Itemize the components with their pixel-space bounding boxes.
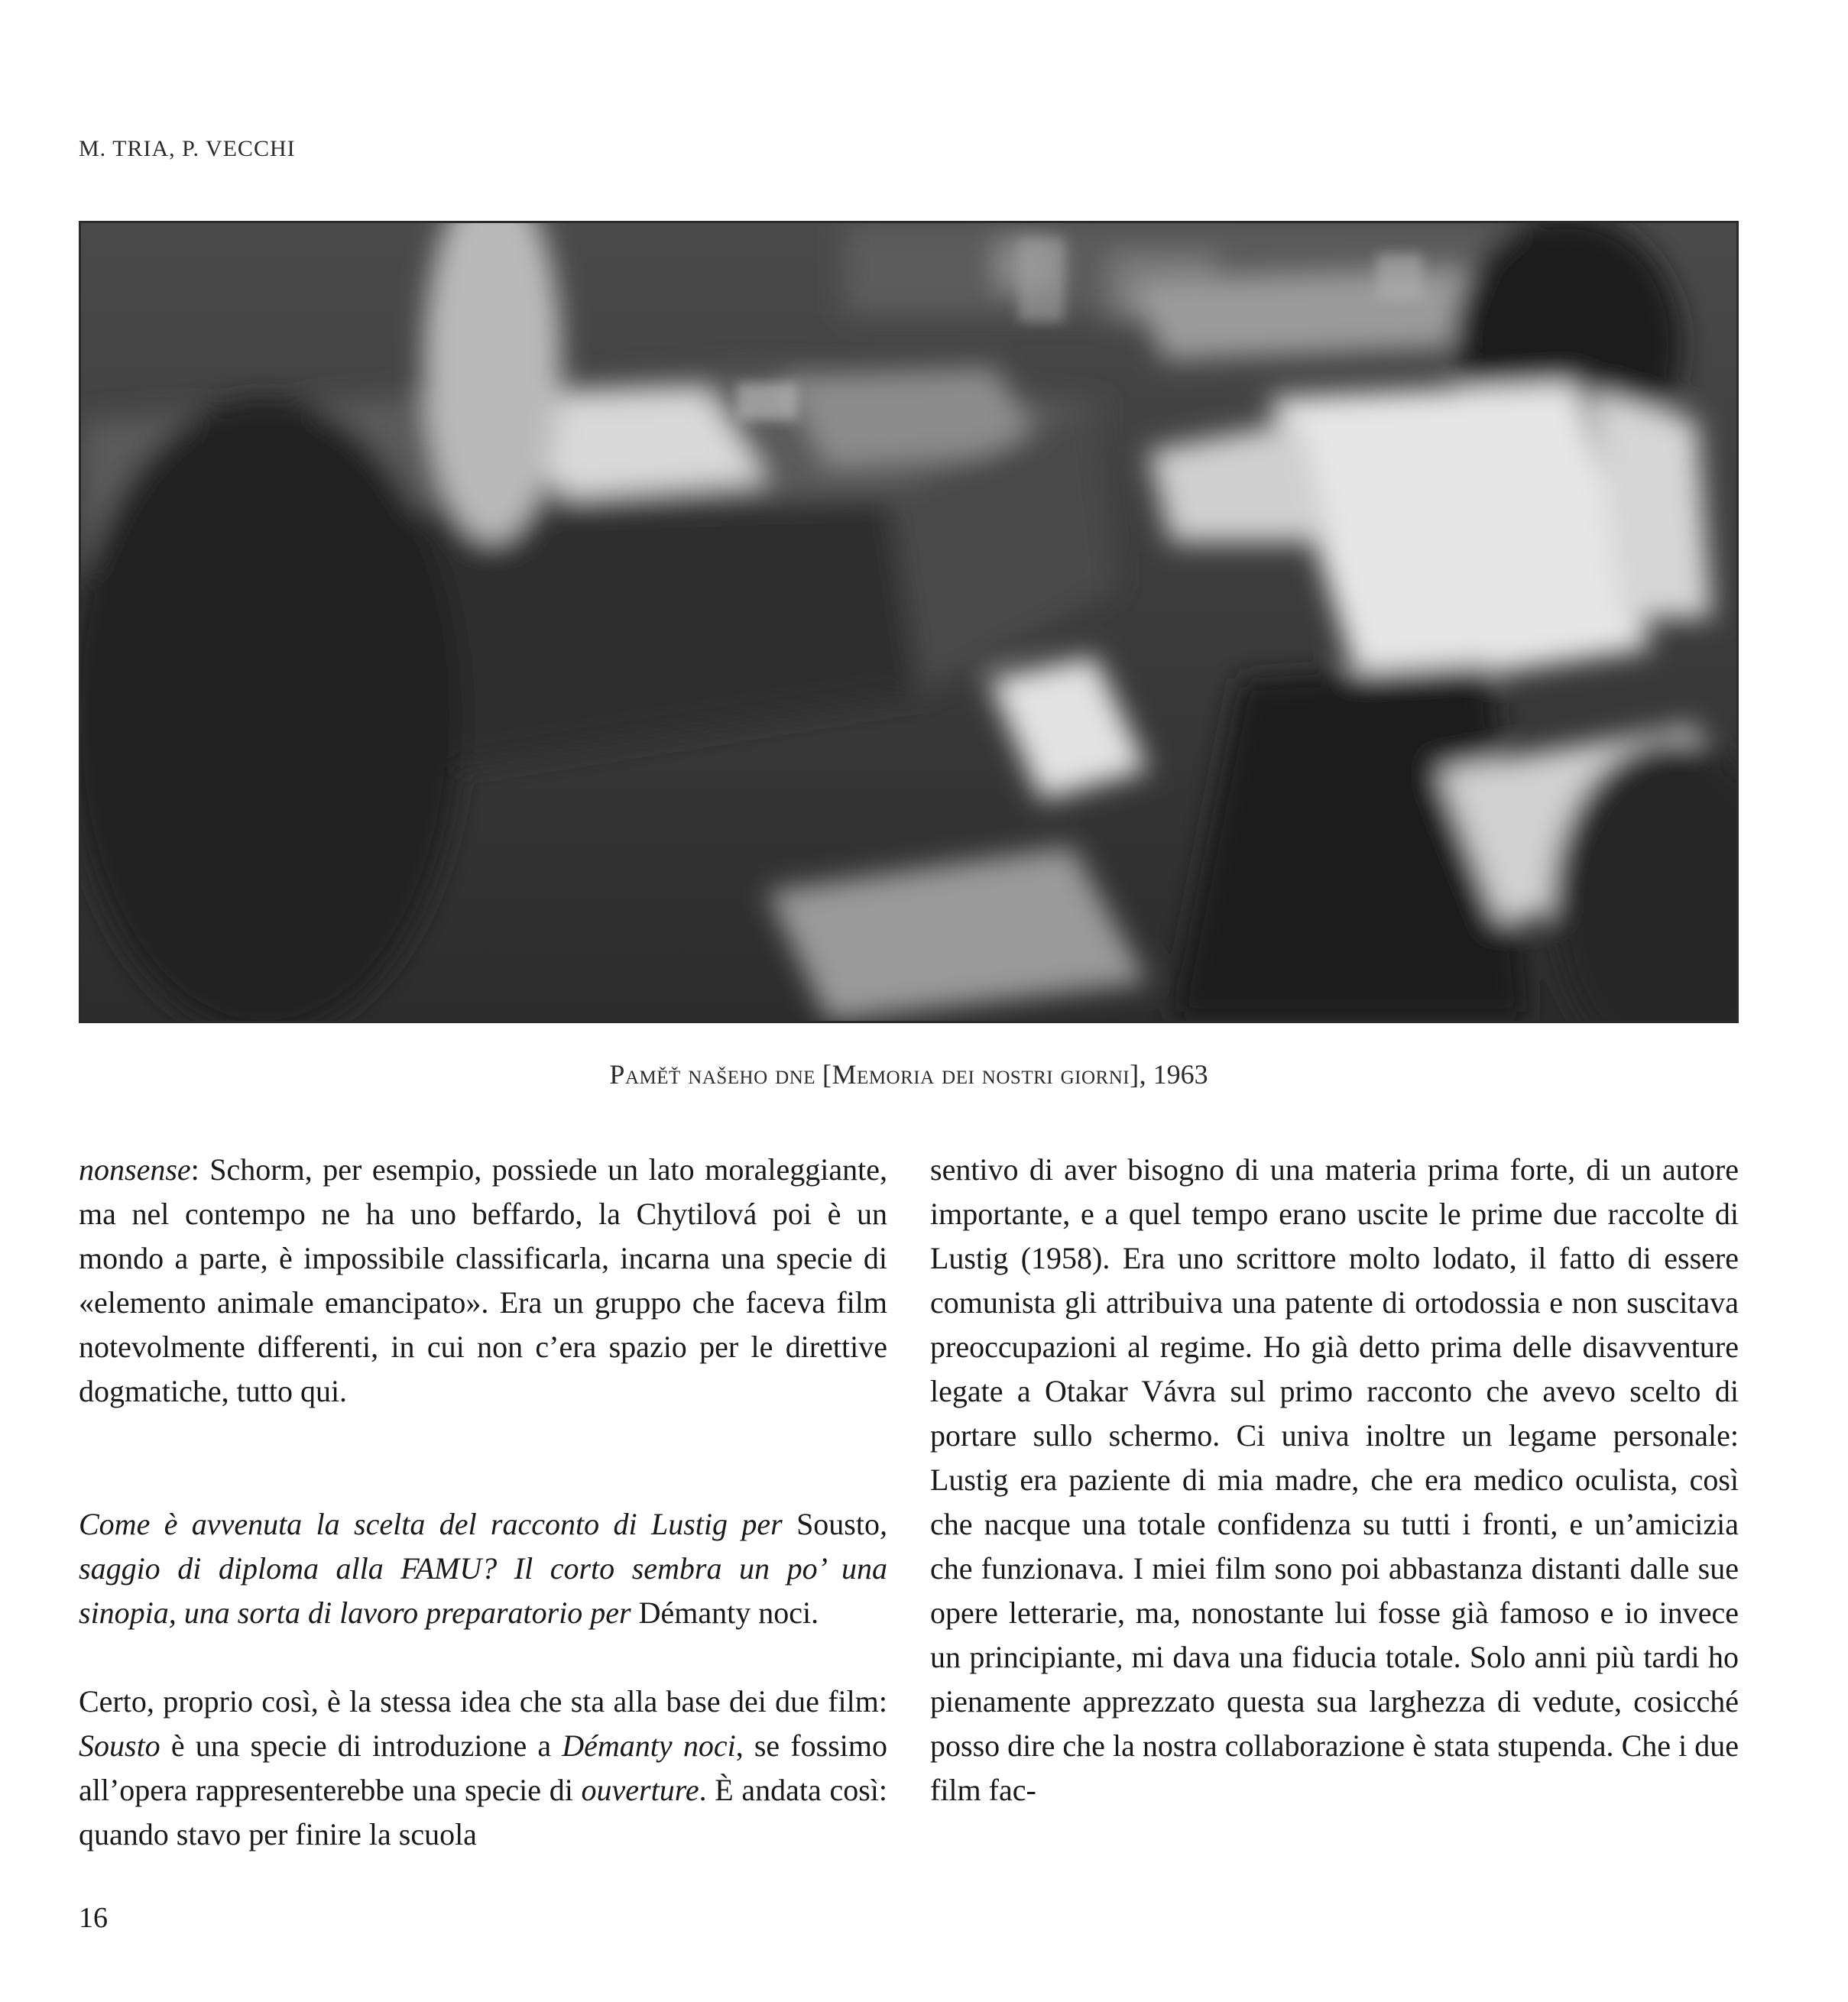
answer-text: Certo, proprio così, è la stessa idea che sta alla base dei due film: bbox=[79, 1684, 887, 1719]
film-title-demanty-noci: Démanty noci bbox=[562, 1728, 736, 1763]
answer-text: . È andata così: quando stavo per finire la scuola bbox=[79, 1773, 887, 1851]
interview-question bbox=[79, 1502, 887, 1635]
answer-continuation: sentivo di aver bisogno di una materia prima forte, di un autore importante, e a quel tempo erano uscite le prime due raccolte di Lustig (1958). Era uno scrittore molto lodato, il fatto di essere comunista gli attribuiva una patente di ortodossia e non suscitava preoccupazioni al regime. Ho già detto prima delle disavventure legate a Otakar Vávra sul primo racconto che avevo scelto di portare sullo schermo. Ci univa inoltre un legame personale: Lustig era paziente di mia madre, che era medico oculista, così che nacque una totale confidenza su tutti i fronti, e un’amicizia che funzionava. I miei film sono poi abbastanza distanti dalle sue opere letterarie, ma, nonostante lui fosse già famoso e io invece un principiante, mi dava una fiducia totale. Solo anni più tardi ho pienamente apprezzato questa sua larghezza di vedute, cosicché posso dire che la nostra collaborazione è stata stupenda. Che i due film fac- bbox=[930, 1152, 1739, 1807]
right-column bbox=[930, 1148, 1739, 1812]
question-text: , saggio di diploma alla FAMU? Il corto sembra un po’ una sinopia, una sorta di lavoro preparatorio per bbox=[79, 1507, 887, 1630]
italic-term: nonsense bbox=[79, 1152, 191, 1187]
paragraph-text: : Schorm, per esempio, possiede un lato moraleggiante, ma nel contempo ne ha uno beffardo, la Chytilová poi è un mondo a parte, è impossibile classificarla, incarna una specie di «elemento animale emancipato». Era un gruppo che faceva film notevolmente differenti, in cui non c’era spazio per le direttive dogmatiche, tutto qui. bbox=[79, 1152, 887, 1408]
film-still-illustration bbox=[81, 223, 1736, 1021]
film-title-sousto: Sousto bbox=[796, 1507, 880, 1541]
film-title-demanty-noci: Démanty noci bbox=[638, 1595, 812, 1630]
caption-film-title: Paměť našeho dne bbox=[609, 1059, 816, 1090]
running-head: M. TRIA, P. VECCHI bbox=[79, 136, 296, 161]
page-number: 16 bbox=[79, 1902, 108, 1934]
caption-translation: [Memoria dei nostri giorni] bbox=[822, 1059, 1140, 1090]
film-title-sousto: Sousto bbox=[79, 1728, 160, 1763]
film-still-photo bbox=[79, 221, 1739, 1023]
italic-term: ouverture bbox=[581, 1773, 699, 1807]
answer-text: è una specie di introduzione a bbox=[160, 1728, 563, 1763]
caption-year: , 1963 bbox=[1139, 1059, 1208, 1090]
question-text: Come è avvenuta la scelta del racconto di Lustig per bbox=[79, 1507, 797, 1541]
question-end: . bbox=[811, 1595, 819, 1630]
left-column bbox=[79, 1148, 887, 1857]
interview-answer bbox=[79, 1680, 887, 1857]
paragraph-nonsense bbox=[79, 1148, 887, 1414]
figure-caption bbox=[79, 1058, 1739, 1090]
answer-text: , se fossimo all’opera rappresenterebbe una specie di bbox=[79, 1728, 887, 1807]
